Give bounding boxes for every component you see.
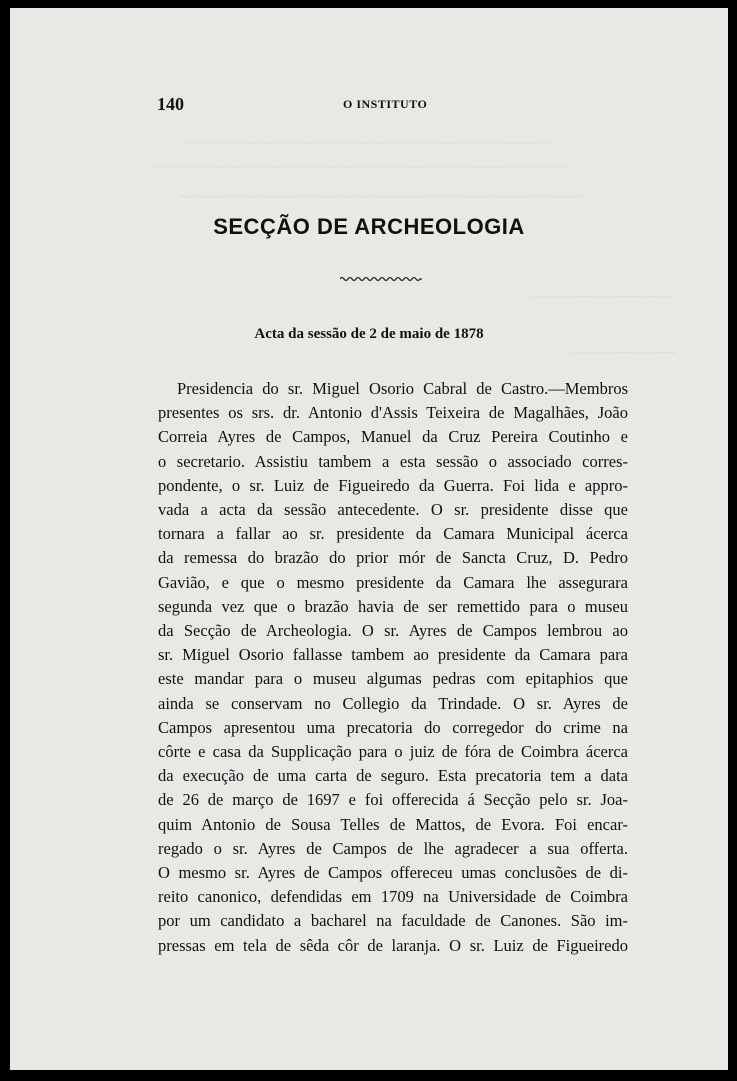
- text-line: vada a acta da sessão antecedente. O sr. presidente disse que: [158, 500, 628, 520]
- text-line: Gavião, e que o mesmo presidente da Camara lhe assegurara: [158, 572, 628, 592]
- text-line: presentes os srs. dr. Antonio d'Assis Teixeira de Magalhães, João: [158, 403, 628, 423]
- running-head: [157, 94, 617, 116]
- text-line: pondente, o sr. Luiz de Figueiredo da Guerra. Foi lida e appro-: [158, 475, 628, 495]
- text-line: da execução de uma carta de seguro. Esta precatoria tem a data: [158, 766, 628, 786]
- text-line: tornara a fallar ao sr. presidente da Camara Municipal ácerca: [158, 524, 628, 544]
- text-line: côrte e casa da Supplicação para o juiz de fóra de Coimbra ácerca: [158, 742, 628, 762]
- text-line: sr. Miguel Osorio fallasse tambem ao presidente da Camara para: [158, 645, 628, 665]
- text-line: segunda vez que o brazão havia de ser remettido para o museu: [158, 596, 628, 616]
- text-line: este mandar para o museu algumas pedras com epitaphios que: [158, 669, 628, 689]
- show-through-texture: ~~~~~~~~~~~~~~~~~~~~~~~~~~~~~~~~~~~~~~~~~~~~~~~~~~~~~~~: [150, 160, 567, 175]
- journal-title: O INSTITUTO: [343, 97, 428, 111]
- show-through-texture: ~~~~~~~~~~~~~~: [570, 346, 677, 361]
- text-line: O mesmo sr. Ayres de Campos offereceu umas conclusões de di-: [158, 863, 628, 883]
- body-paragraph: [158, 377, 628, 958]
- section-title: SECÇÃO DE ARCHEOLOGIA: [213, 214, 525, 239]
- page-number: 140: [157, 94, 184, 114]
- text-line: reito canonico, defendidas em 1709 na Universidade de Coimbra: [158, 887, 628, 907]
- show-through-texture: ~~~~~~~~~~~~~~~~~~~: [530, 290, 674, 305]
- text-line: de 26 de março de 1697 e foi offerecida á Secção pelo sr. Joa-: [158, 790, 628, 810]
- show-through-texture: ~~~~~~~~~~~~~~~~~~~~~~~~~~~~~~~~~~~~~~~~~~~~~~~~~~~~~: [180, 190, 582, 205]
- text-line: regado o sr. Ayres de Campos de lhe agradecer a sua offerta.: [158, 838, 628, 858]
- text-line: Campos apresentou uma precatoria do corregedor do crime na: [158, 717, 628, 737]
- document-page: [10, 8, 728, 1070]
- text-line: pressas em tela de sêda côr de laranja. O sr. Luiz de Figueiredo: [158, 935, 628, 955]
- show-through-texture: ~~~~~~~~~~~~~~~~~~~~~~~~~~~~~~~~~~~~~~~~~~~~~~~~~: [182, 136, 554, 151]
- text-line: da Secção de Archeologia. O sr. Ayres de Campos lembrou ao: [158, 621, 628, 641]
- ornamental-rule: [340, 276, 422, 282]
- minutes-heading: Acta da sessão de 2 de maio de 1878: [254, 326, 484, 342]
- text-line: ainda se conservam no Collegio da Trindade. O sr. Ayres de: [158, 693, 628, 713]
- text-line: quim Antonio de Sousa Telles de Mattos, de Evora. Foi encar-: [158, 814, 628, 834]
- text-line: da remessa do brazão do prior mór de Sancta Cruz, D. Pedro: [158, 548, 628, 568]
- text-line: o secretario. Assistiu tambem a esta sessão o associado corres-: [158, 451, 628, 471]
- text-line: Presidencia do sr. Miguel Osorio Cabral de Castro.—Membros: [177, 379, 628, 398]
- text-line: por um candidato a bacharel na faculdade de Canones. São im-: [158, 911, 628, 931]
- text-line: Correia Ayres de Campos, Manuel da Cruz Pereira Coutinho e: [158, 427, 628, 447]
